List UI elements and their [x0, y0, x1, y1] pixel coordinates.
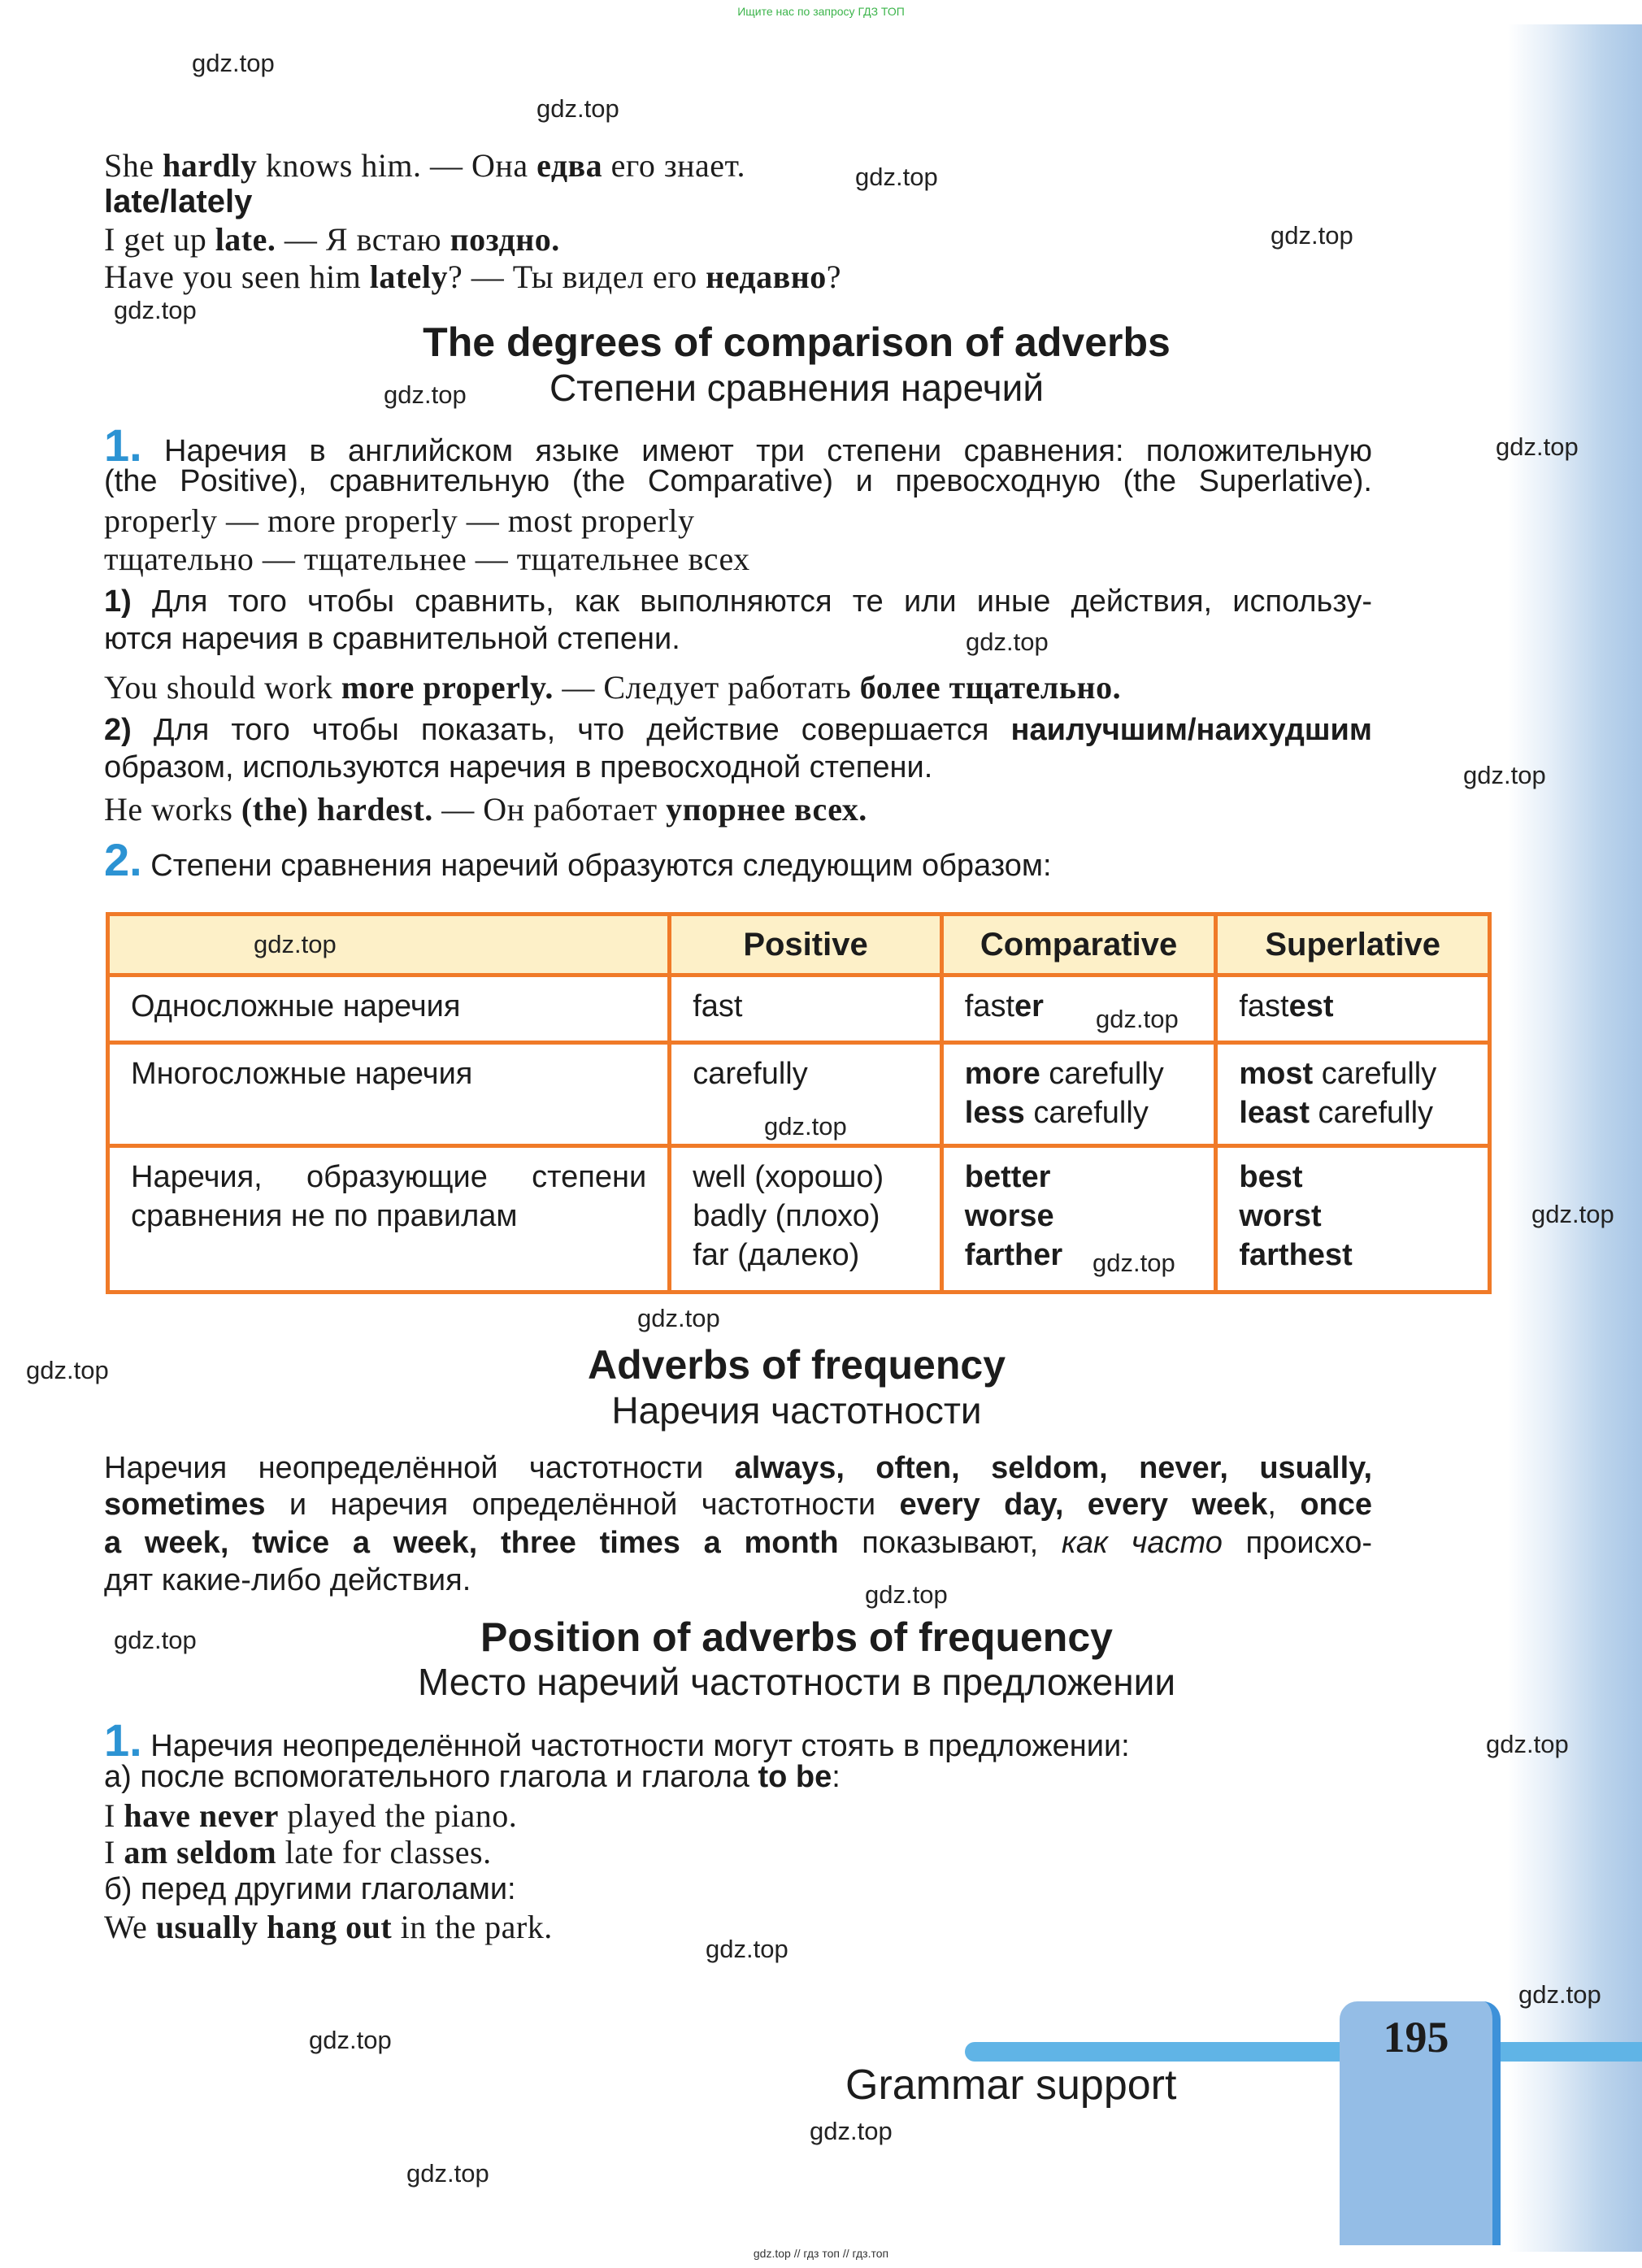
s1-example-2: тщательно — тщательнее — тщательнее всех — [104, 541, 750, 577]
row2-superlative: most carefully least carefully — [1216, 1043, 1490, 1146]
row2-label: Многосложные наречия — [108, 1043, 670, 1146]
watermark: gdz.top — [1096, 1005, 1179, 1033]
watermark: gdz.top — [406, 2159, 489, 2188]
bottom-note: gdz.top // гдз топ // гдз.топ — [753, 2247, 889, 2260]
row1-label: Односложные наречия — [108, 975, 670, 1043]
s3-example-2: I am seldom late for classes. — [104, 1834, 492, 1870]
watermark: gdz.top — [764, 1112, 847, 1141]
table-header-comparative: Comparative — [941, 915, 1216, 975]
footer-title: Grammar support — [845, 2062, 1177, 2109]
section1-subtitle: Степени сравнения наречий — [549, 367, 1045, 409]
table-header-empty — [108, 915, 670, 975]
watermark: gdz.top — [966, 628, 1049, 656]
section2-title: Adverbs of frequency — [587, 1342, 1006, 1388]
watermark: gdz.top — [865, 1580, 948, 1609]
intro-line-2: late/lately — [104, 184, 253, 219]
row3-label: Наречия, образующие степени сравнения не по правилам — [108, 1146, 670, 1293]
watermark: gdz.top — [192, 49, 275, 77]
table-header-superlative: Superlative — [1216, 915, 1490, 975]
top-note: Ищите нас по запросу ГДЗ ТОП — [737, 5, 905, 18]
table-row — [108, 1146, 1490, 1293]
s3-para1: 1. Наречия неопределённой частотности могут стоять в предложении: — [104, 1714, 1130, 1766]
section3-subtitle: Место наречий частотности в предложении — [417, 1661, 1176, 1703]
row2-comparative: more carefully less carefully — [941, 1043, 1216, 1146]
watermark: gdz.top — [810, 2117, 893, 2145]
section2-subtitle: Наречия частотности — [611, 1389, 982, 1432]
s1-para2-line1: 1) Для того чтобы сравнить, как выполняются те или иные действия, использу- — [104, 584, 1372, 619]
table-header-positive: Positive — [670, 915, 942, 975]
s1-para3-line2: образом, используются наречия в превосходной степени. — [104, 750, 933, 784]
s2-line4: дят какие-либо действия. — [104, 1563, 471, 1597]
s1-para3-line1: 2) Для того чтобы показать, что действие совершается наилучшим/наихудшим — [104, 713, 1372, 747]
watermark: gdz.top — [637, 1304, 720, 1332]
watermark: gdz.top — [1271, 221, 1353, 250]
s1-example-1: properly — more properly — most properly — [104, 502, 695, 539]
row3-positive: well (хорошо) badly (плохо) far (далеко) — [670, 1146, 942, 1293]
intro-line-3: I get up late. — Я встаю поздно. — [104, 221, 560, 258]
watermark: gdz.top — [1092, 1249, 1175, 1277]
watermark: gdz.top — [855, 163, 938, 191]
s1-example-3: You should work more properly. — Следует работать более тщательно. — [104, 669, 1122, 706]
s1-example-4: He works (the) hardest. — Он работает упорнее всех. — [104, 791, 867, 828]
row1-positive: fast — [670, 975, 942, 1043]
footer-bar — [965, 2042, 1642, 2062]
s1-para1-line2: (the Positive), сравнительную (the Comparative) и превосходную (the Superlative). — [104, 464, 1372, 498]
s3-point-b: б) перед другими глаголами: — [104, 1872, 516, 1906]
row3-comparative: better worse farther — [941, 1146, 1216, 1293]
watermark: gdz.top — [1518, 1980, 1601, 2009]
watermark: gdz.top — [114, 1626, 197, 1654]
watermark: gdz.top — [1531, 1200, 1614, 1228]
watermark: gdz.top — [309, 2026, 392, 2054]
comparison-table — [106, 912, 1492, 1294]
watermark: gdz.top — [114, 296, 197, 324]
s2-line2: sometimes и наречия определённой частотности every day, every week, once — [104, 1488, 1373, 1522]
s3-example-3: We usually hang out in the park. — [104, 1909, 553, 1945]
watermark: gdz.top — [1486, 1730, 1569, 1758]
s1-para1-line1: 1. Наречия в английском языке имеют три степени сравнения: положительную — [104, 419, 1372, 471]
s2-line1: Наречия неопределённой частотности always, often, seldom, never, usually, — [104, 1451, 1372, 1485]
watermark: gdz.top — [536, 94, 619, 123]
section3-title: Position of adverbs of frequency — [480, 1614, 1113, 1660]
table-row — [108, 975, 1490, 1043]
s3-example-1: I have never played the piano. — [104, 1797, 518, 1834]
intro-line-4: Have you seen him lately? — Ты видел его недавно? — [104, 259, 842, 295]
watermark: gdz.top — [706, 1935, 788, 1963]
s2-line3: a week, twice a week, three times a month показывают, как часто происхо- — [104, 1526, 1372, 1560]
intro-line-1: She hardly knows him. — Она едва его знает. — [104, 147, 746, 184]
watermark: gdz.top — [26, 1356, 109, 1384]
row1-superlative: fastest — [1216, 975, 1490, 1043]
watermark: gdz.top — [1463, 761, 1546, 789]
watermark: gdz.top — [1496, 432, 1579, 461]
page-number: 195 — [1383, 2013, 1449, 2062]
row2-positive: carefully — [670, 1043, 942, 1146]
s3-point-a: а) после вспомогательного глагола и глагола to be: — [104, 1760, 841, 1794]
watermark: gdz.top — [254, 930, 337, 958]
section1-title: The degrees of comparison of adverbs — [423, 319, 1171, 365]
row1-comparative: faster — [941, 975, 1216, 1043]
s1-para2-line2: ются наречия в сравнительной степени. — [104, 622, 680, 656]
s1-para4: 2. Степени сравнения наречий образуются следующим образом: — [104, 834, 1052, 885]
watermark: gdz.top — [384, 380, 467, 409]
row3-superlative: best worst farthest — [1216, 1146, 1490, 1293]
